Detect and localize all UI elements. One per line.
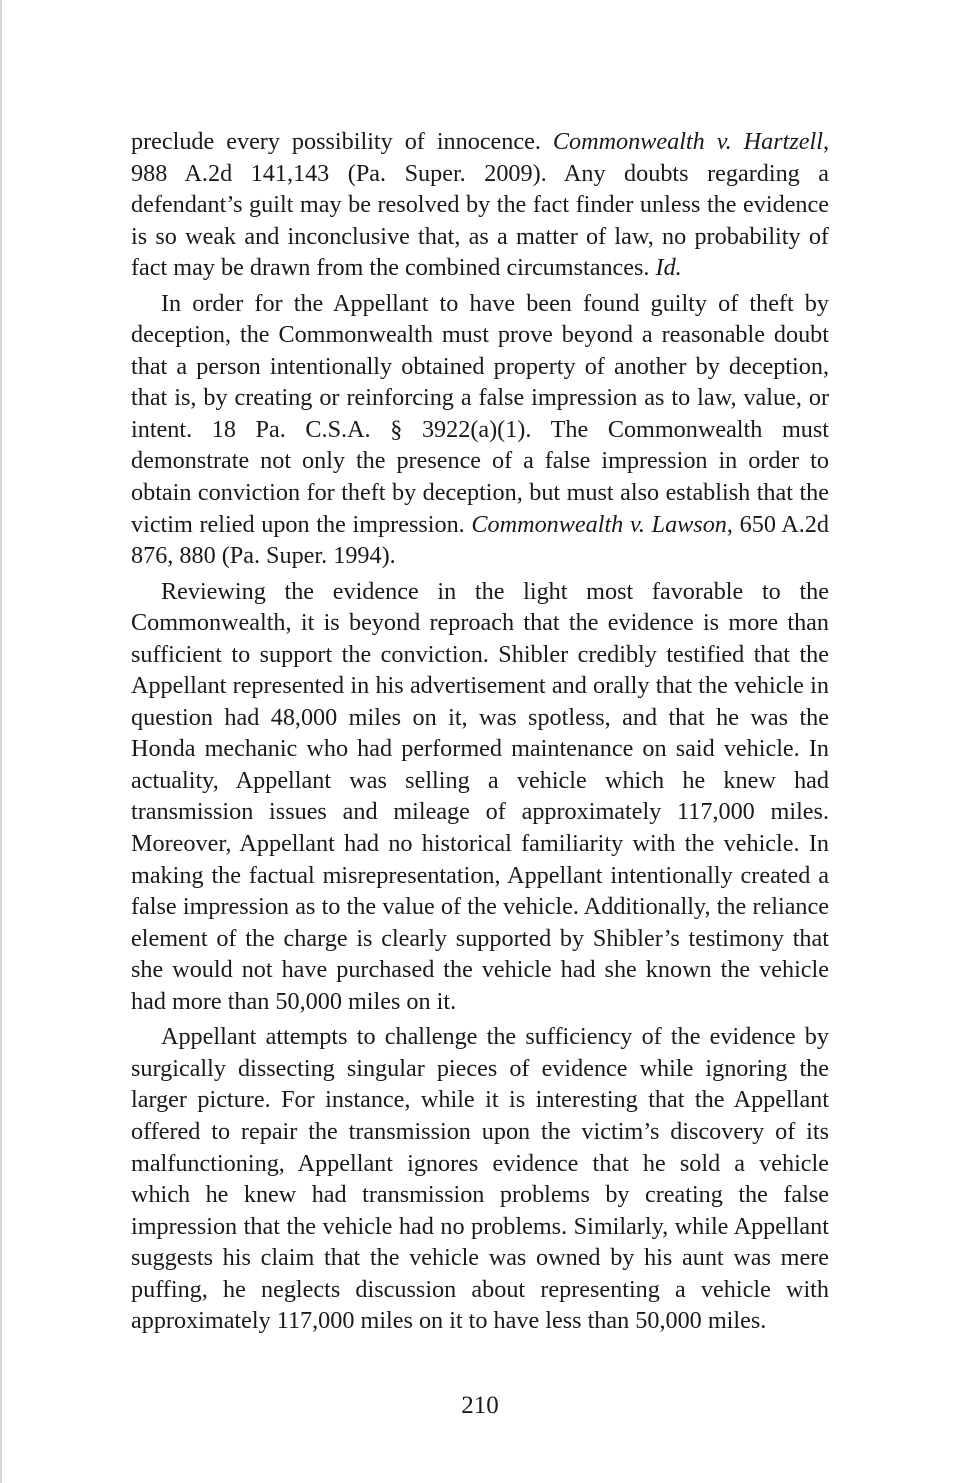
paragraph-1 [131,126,829,284]
case-citation-hartzell: Commonwealth v. Hartzell [552,128,823,155]
paragraph-2-text-a: In order for the Appellant to have been found guilty of theft by deception, the Commonwealth must prove beyond a reasonable doubt that a person intentionally obtained property of another by deception, that is, by creating or reinforcing a false impression as to law, value, or intent. 18 Pa. C.S.A. § 3922(a)(1). The Commonwealth must demonstrate not only the presence of a false impression in order to obtain conviction for theft by deception, but must also establish that the victim relied upon the impression. [131,289,829,538]
case-citation-lawson: Commonwealth v. Lawson [471,510,727,538]
page-edge-shadow [0,0,2,1483]
paragraph-1-text-b: , 988 A.2d 141,143 (Pa. Super. 2009). Any doubts regarding a defendant’s guilt may be resolved by the fact finder unless the evidence is so weak and inconclusive that, as a matter of law, no probability of fact may be drawn from the combined circumstances. [131,128,829,282]
paragraph-2-text-b: , 650 A.2d 876, 880 (Pa. Super. 1994). [131,510,829,570]
page-number: 210 [461,1392,499,1419]
paragraph-4: Appellant attempts to challenge the sufficiency of the evidence by surgically dissecting singular pieces of evidence while ignoring the larger picture. For instance, while it is interesting that the Appellant offered to repair the transmission upon the victim’s discovery of its malfunctioning, Appellant ignores evidence that he sold a vehicle which he knew had transmission problems by creating the false impression that the vehicle had no problems. Similarly, while Appellant suggests his claim that the vehicle was owned by his aunt was mere puffing, he neglects discussion about representing a vehicle with approximately 117,000 miles on it to have less than 50,000 miles. [131,1023,829,1335]
paragraph-2 [131,288,829,572]
paragraph-3: Reviewing the evidence in the light most favorable to the Commonwealth, it is beyond reproach that the evidence is more than sufficient to support the conviction. Shibler credibly testified that the Appellant represented in his advertisement and orally that the vehicle in question had 48,000 miles on it, was spotless, and that he was the Honda mechanic who had performed maintenance on said vehicle. In actuality, Appellant was selling a vehicle which he knew had transmission issues and mileage of approximately 117,000 miles. Moreover, Appellant had no historical familiarity with the vehicle. In making the factual misrepresentation, Appellant intentionally created a false impression as to the value of the vehicle. Additionally, the reliance element of the charge is clearly supported by Shibler’s testimony that she would not have purchased the vehicle had she known the vehicle had more than 50,000 miles on it. [131,577,829,1015]
paragraph-1-text-a: preclude every possibility of innocence. [131,128,553,155]
id-citation: Id. [655,254,682,282]
body-text [131,126,829,1337]
